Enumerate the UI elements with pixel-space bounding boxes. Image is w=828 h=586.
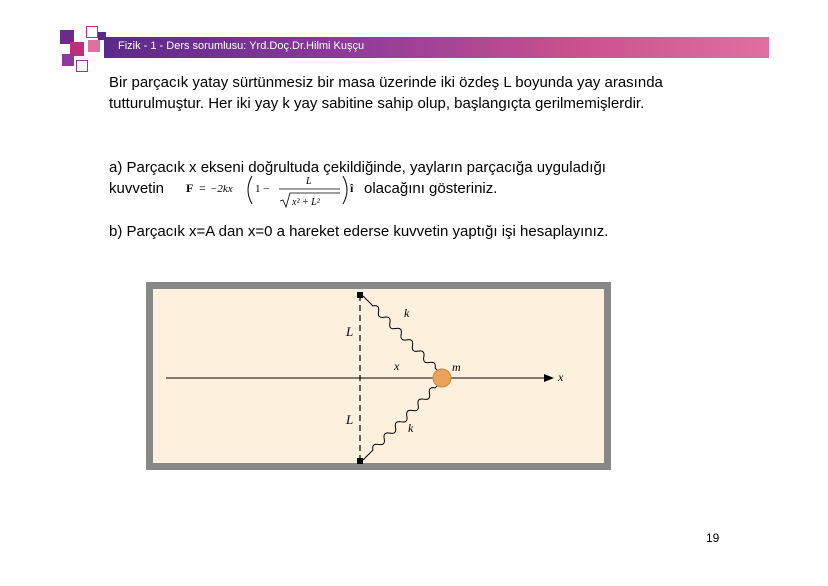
mass-particle <box>433 369 451 387</box>
formula-eq: = <box>199 181 206 195</box>
header-title: Fizik - 1 - Ders sorumlusu: Yrd.Doç.Dr.Hilmi Kuşçu <box>118 40 365 52</box>
page-number: 19 <box>706 531 720 545</box>
label-m: m <box>452 360 461 374</box>
label-k-bottom: k <box>408 421 414 435</box>
force-formula <box>182 170 358 212</box>
top-anchor <box>357 292 363 298</box>
label-k-top: k <box>404 306 410 320</box>
formula-left-paren <box>248 176 252 204</box>
part-b: b) Parçacık x=A dan x=0 a hareket ederse kuvvetin yaptığı işi hesaplayınız. <box>109 223 609 240</box>
label-L-top: L <box>346 324 354 339</box>
intro-line-1: Bir parçacık yatay sürtünmesiz bir masa üzerinde iki özdeş L boyunda yay arasında <box>109 74 663 91</box>
label-x-axis: x <box>558 370 564 384</box>
formula-unit-vector: î <box>350 181 354 195</box>
formula-lhs: F <box>186 181 194 195</box>
part-a-kuvvetin: kuvvetin <box>109 180 165 197</box>
intro-line-2: tutturulmuştur. Her iki yay k yay sabitine sahip olup, başlangıçta gerilmemişlerdir. <box>109 95 645 112</box>
formula-numerator: L <box>306 176 312 187</box>
part-a-line-1: a) Parçacık x ekseni doğrultuda çekildiğinde, yayların parçacığa uyguladığı <box>109 159 606 176</box>
formula-denominator: x² + L² <box>292 197 320 208</box>
part-a-line-2-end: olacağını gösteriniz. <box>364 180 498 197</box>
label-L-bottom: L <box>346 412 354 427</box>
spring-diagram <box>146 282 611 470</box>
bottom-anchor <box>357 458 363 464</box>
formula-coef: −2kx <box>210 183 233 195</box>
label-x-mid: x <box>394 359 400 373</box>
formula-one-minus: 1 − <box>255 183 270 195</box>
formula-right-paren <box>343 176 347 204</box>
